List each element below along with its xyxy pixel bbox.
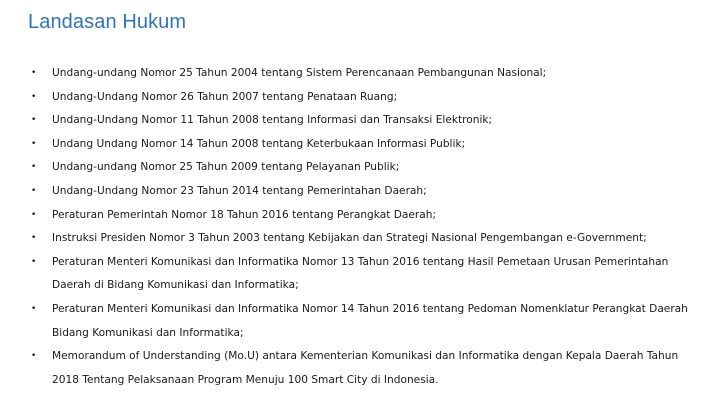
bullet-icon: •: [31, 185, 37, 196]
list-item-text: Undang-Undang Nomor 11 Tahun 2008 tentang Informasi dan Transaksi Elektronik;: [52, 114, 493, 127]
bullet-icon: •: [31, 68, 37, 78]
bullet-icon: •: [31, 115, 37, 126]
list-item: [28, 180, 698, 204]
slide-title: Landasan Hukum: [28, 11, 187, 33]
list-item: [28, 227, 698, 251]
bullet-icon: •: [31, 256, 37, 267]
bullet-icon: •: [31, 351, 37, 362]
list-item-text: Peraturan Menteri Komunikasi dan Informatika Nomor 13 Tahun 2016 tentang Hasil Pemetaan Urusan Pemerintahan Daerah di Bidang Komunikasi dan Informatika;: [52, 255, 669, 292]
bullet-icon: •: [31, 162, 37, 173]
list-item: [28, 251, 698, 298]
list-item-text: Undang Undang Nomor 14 Tahun 2008 tentang Keterbukaan Informasi Publik;: [52, 137, 466, 150]
list-item: [28, 62, 698, 86]
bullet-icon: •: [31, 91, 37, 102]
list-item: [28, 345, 698, 392]
list-item-text: Peraturan Pemerintah Nomor 18 Tahun 2016 tentang Perangkat Daerah;: [52, 208, 437, 221]
list-item: [28, 204, 698, 228]
list-item-text: Undang-Undang Nomor 26 Tahun 2007 tentang Penataan Ruang;: [52, 90, 398, 103]
bullet-icon: •: [31, 209, 37, 220]
list-item-text: Instruksi Presiden Nomor 3 Tahun 2003 tentang Kebijakan dan Strategi Nasional Pengembangan e-Government;: [52, 232, 647, 245]
list-item-text: Undang-undang Nomor 25 Tahun 2004 tentang Sistem Perencanaan Pembangunan Nasional;: [52, 67, 547, 79]
list-item: [28, 86, 698, 110]
bullet-icon: •: [31, 303, 37, 314]
list-item: [28, 156, 698, 180]
list-item-text: Memorandum of Understanding (Mo.U) antara Kementerian Komunikasi dan Informatika dengan Kepala Daerah Tahun 2018 Tentang Pelaksanaan Program Menuju 100 Smart City di Indonesia.: [52, 350, 679, 386]
legal-basis-list: [28, 62, 698, 392]
list-item: [28, 109, 698, 133]
list-item-text: Undang-Undang Nomor 23 Tahun 2014 tentang Pemerintahan Daerah;: [52, 184, 427, 197]
list-item: [28, 133, 698, 157]
list-item-text: Undang-undang Nomor 25 Tahun 2009 tentang Pelayanan Publik;: [52, 161, 400, 174]
list-item: [28, 298, 698, 345]
bullet-icon: •: [31, 138, 37, 149]
list-item-text: Peraturan Menteri Komunikasi dan Informatika Nomor 14 Tahun 2016 tentang Pedoman Nomenklatur Perangkat Daerah Bidang Komunikasi dan Informatika;: [52, 302, 688, 339]
bullet-icon: •: [31, 233, 37, 244]
